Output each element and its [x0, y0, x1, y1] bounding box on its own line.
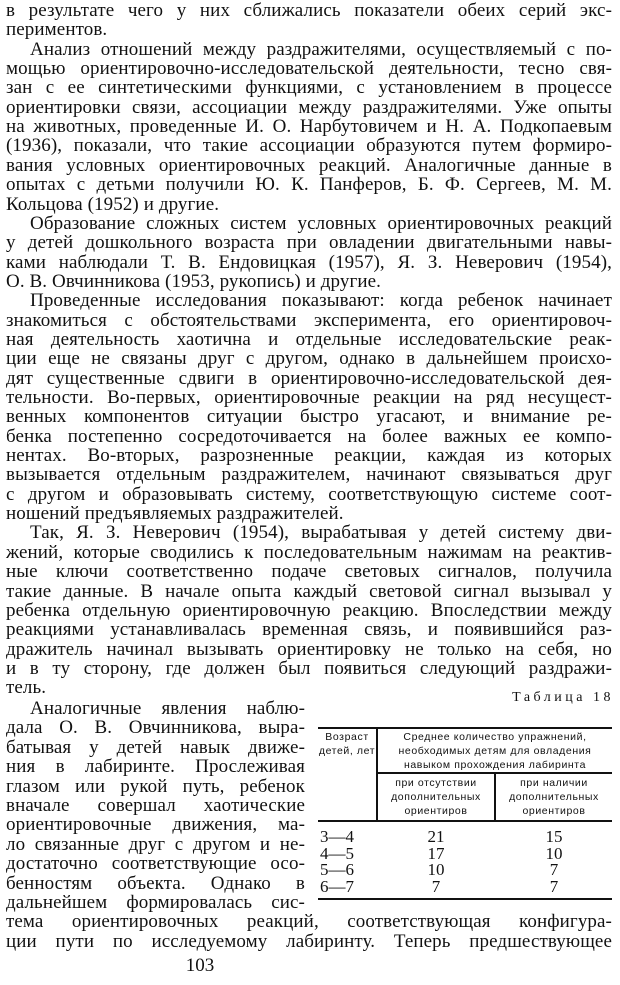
- text-line: реакциями устанавливалась временная связь, и появившийся раз-: [6, 619, 612, 641]
- text-line: Так, Я. З. Неверович (1954), вырабатывая у детей систему дви-: [30, 522, 612, 544]
- table-cell-with: 7: [549, 876, 559, 896]
- table-caption: Таблица 18: [512, 690, 614, 705]
- text-line: тельности. Во-первых, ориентировочные реакции на ряд несущест-: [6, 387, 612, 408]
- text-line: О. В. Овчинникова (1953, рукопись) и другие.: [6, 270, 381, 292]
- text-line: и в ту сторону, где должен был появиться следующий раздражи-: [6, 657, 612, 679]
- text-line: ориентировки связи, ассоциации между раздражителями. Уже опыты: [6, 96, 612, 118]
- table-cell-without: 7: [431, 876, 441, 896]
- text-line: глазом или рукой путь, ребенок: [6, 775, 305, 797]
- text-line: у детей дошкольного возраста при овладении двигательными навы-: [6, 232, 612, 254]
- table-cell-without: 17: [427, 843, 445, 863]
- text-line: венных компонентов ситуации быстро угасают, и внимание ре-: [6, 406, 612, 428]
- text-line: вания условных ориентировочных реакций. Аналогичные данные в: [6, 154, 612, 176]
- text-line: ребенка отдельную ориентировочную реакцию. Впоследствии между: [6, 599, 612, 621]
- text-line: достаточно соответствующие осо-: [6, 853, 305, 875]
- table-cell-age: 5—6: [320, 860, 354, 879]
- text-line: ками наблюдали Т. В. Ендовицкая (1957), Я. З. Неверович (1954),: [6, 251, 612, 273]
- text-line: такие данные. В начале опыта каждый световой сигнал вызывал у: [6, 580, 612, 602]
- text-line: Образование сложных систем условных ориентировочных реакций: [30, 212, 612, 234]
- text-line: мощью ориентировочно-исследовательской деятельности, тесно свя-: [6, 58, 612, 80]
- table-cell-without: 10: [427, 860, 445, 879]
- table-cell-age: 3—4: [320, 827, 354, 846]
- header-with-landmarks: при наличии дополнительных ориентиров: [509, 777, 599, 817]
- text-line: ная деятельность хаотична и отдельные исследовательские реак-: [6, 328, 612, 350]
- text-line: в результате чего у них сближались показатели обеих серий экс-: [6, 0, 612, 21]
- text-line: (1936), показали, что такие ассоциации образуются путем формиро-: [6, 135, 612, 157]
- text-line: бенка постепенно сосредоточивается на более важных ее компо-: [6, 425, 612, 447]
- text-line: ные ключи соответственно подаче световых сигналов, получила: [6, 561, 612, 583]
- table-cell-with: 10: [545, 843, 563, 863]
- text-line: жений, которые сводились к последовательным нажимам на реактив-: [6, 541, 612, 563]
- text-line: дражитель начинал вызывать ориентировку не только на себя, но: [6, 638, 612, 660]
- text-line: бенностям объекта. Однако в: [6, 872, 305, 894]
- text-line: дят существенные сдвиги в ориентировочно-исследовательской дея-: [6, 367, 612, 389]
- text-line: Кольцова (1952) и другие.: [6, 193, 220, 215]
- text-line: вначале совершал хаотические: [6, 795, 305, 816]
- header-age: Возраст детей, лет: [318, 731, 376, 757]
- text-line: ния в лабиринте. Прослеживая: [6, 756, 305, 778]
- text-line: батывая у детей навык движе-: [6, 736, 305, 758]
- text-line: зан с ее синтетическими функциями, с установлением в процессе: [6, 77, 612, 99]
- table-cell-age: 6—7: [320, 876, 354, 896]
- text-line: Проведенные исследования показывают: когда ребенок начинает: [30, 290, 612, 312]
- text-line: вызывается отдельным раздражителем, начинают связываться друг: [6, 464, 612, 486]
- table-cell-without: 21: [427, 827, 445, 846]
- text-line: опытах с детьми получили Ю. К. Панферов, Б. Ф. Сергеев, М. М.: [6, 174, 612, 196]
- text-line: знакомиться с обстоятельствами эксперимента, его ориентировоч-: [6, 309, 612, 331]
- text-line: с другом и образовывать систему, соответствующую системе соот-: [6, 483, 612, 505]
- text-line: тема ориентировочных реакций, соответствующая конфигура-: [6, 911, 612, 932]
- page-number: 103: [185, 955, 215, 976]
- table-bottom-rule: [318, 898, 612, 900]
- text-line: на животных, проведенные И. О. Нарбутовичем и Н. А. Подкопаевым: [6, 116, 612, 138]
- text-line: дала О. В. Овчинникова, выра-: [6, 717, 305, 739]
- table-top-rule: [318, 727, 612, 729]
- text-line: ориентировочные движения, ма-: [6, 814, 305, 836]
- header-without-landmarks: при отсутствии дополнительных ориентиров: [391, 777, 481, 817]
- text-line: ло связанные друг с другом и не-: [6, 833, 305, 855]
- table-cell-with: 15: [545, 827, 563, 846]
- text-line: нентах. Во-вторых, разрозненные реакции, каждая из которых: [6, 445, 612, 467]
- text-line: ции пути по исследуемому лабиринту. Теперь предшествующее: [6, 931, 612, 952]
- text-line: периментов.: [6, 19, 108, 41]
- text-line: Аналогичные явления наблю-: [30, 698, 305, 719]
- table-cell-age: 4—5: [320, 843, 354, 863]
- text-line: Анализ отношений между раздражителями, осуществляемый с по-: [30, 38, 612, 60]
- text-line: ции еще не связаны друг с другом, однако в дальнейшем происхо-: [6, 348, 612, 370]
- text-line: ношений предъявляемых раздражителей.: [6, 503, 344, 525]
- header-bottom-rule: [318, 820, 612, 822]
- header-group: Среднее количество упражнений, необходимых детям для овладения навыком прохождения лабиринта: [398, 731, 592, 771]
- text-line: дальнейшем формировалась сис-: [6, 892, 305, 913]
- table-cell-with: 7: [549, 860, 559, 879]
- text-line: тель.: [6, 677, 47, 699]
